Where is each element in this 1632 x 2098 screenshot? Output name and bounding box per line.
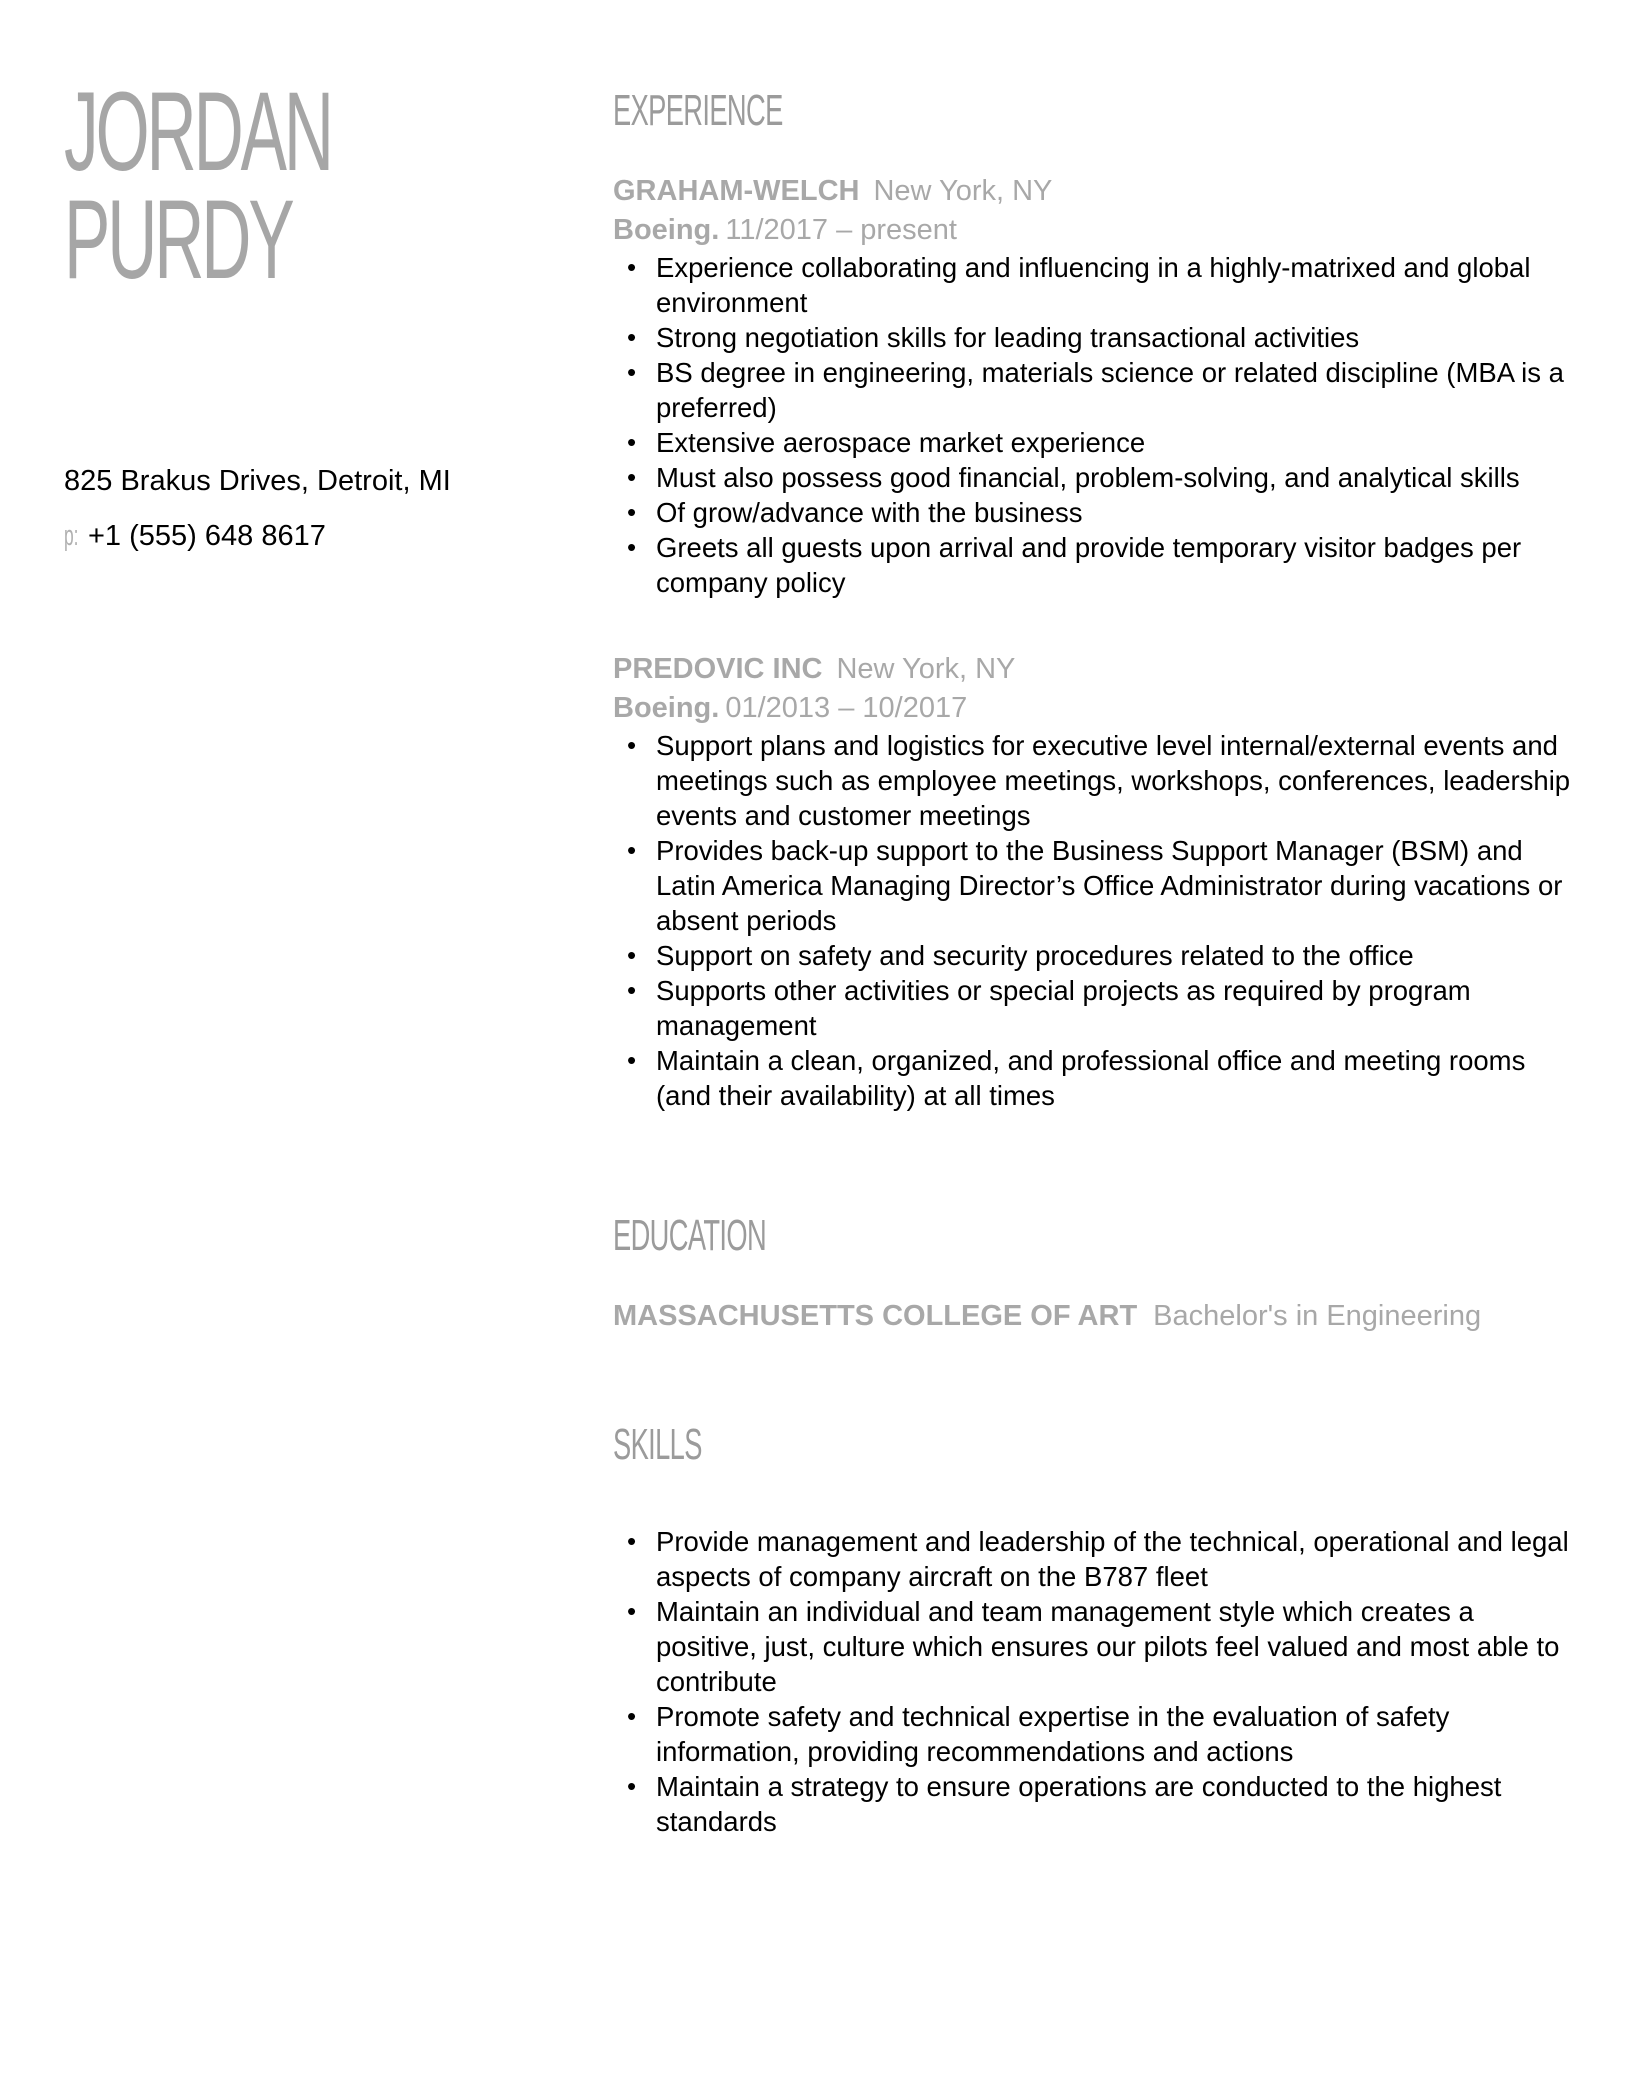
last-name: PURDY [64,177,292,302]
list-item: • Promote safety and technical expertise in the evaluation of safety information, providing recommendations and actions [653,1699,1573,1769]
job-header [613,650,1573,689]
job-location: New York, NY [836,653,1016,685]
phone-label: p: [64,520,79,552]
phone-line [64,519,451,554]
job-entry [613,172,1573,600]
education-entry [613,1297,1573,1336]
list-item: • Greets all guests upon arrival and provide temporary visitor badges per company policy [653,530,1573,600]
candidate-name [64,69,331,302]
skills-bullets [613,1524,1573,1839]
job-bullets [613,250,1573,600]
skills-heading: SKILLS [613,1420,702,1469]
list-item: • Maintain a clean, organized, and professional office and meeting rooms (and their availability) at all times [653,1043,1573,1113]
job-bullets [613,728,1573,1113]
degree: Bachelor's in Engineering [1153,1300,1482,1332]
job-subheader [613,211,1573,250]
list-item: • Supports other activities or special projects as required by program management [653,973,1573,1043]
list-item: • BS degree in engineering, materials science or related discipline (MBA is a preferred) [653,355,1573,425]
job-entry [613,650,1573,1113]
list-item: • Strong negotiation skills for leading transactional activities [653,320,1573,355]
job-location: New York, NY [873,175,1053,207]
list-item: • Maintain a strategy to ensure operations are conducted to the highest standards [653,1769,1573,1839]
main-column [613,86,1573,1839]
list-item: • Extensive aerospace market experience [653,425,1573,460]
skills-section [613,1420,1573,1839]
job-title: Boeing. [613,692,720,724]
education-heading: EDUCATION [613,1211,767,1260]
address: 825 Brakus Drives, Detroit, MI [64,465,451,497]
list-item: • Experience collaborating and influencing in a highly-matrixed and global environment [653,250,1573,320]
education-section [613,1211,1573,1336]
experience-section [613,86,1573,1113]
list-item: • Provide management and leadership of the technical, operational and legal aspects of company aircraft on the B787 fleet [653,1524,1573,1594]
company-name: GRAHAM-WELCH [613,175,860,207]
job-title: Boeing. [613,214,720,246]
list-item: • Of grow/advance with the business [653,495,1573,530]
list-item: • Must also possess good financial, problem-solving, and analytical skills [653,460,1573,495]
first-name: JORDAN [64,69,331,194]
list-item: • Maintain an individual and team management style which creates a positive, just, culture which ensures our pilots feel valued and most able to contribute [653,1594,1573,1699]
experience-heading: EXPERIENCE [613,86,783,135]
job-dates: 11/2017 – present [725,214,957,246]
list-item: • Support on safety and security procedures related to the office [653,938,1573,973]
list-item: • Provides back-up support to the Business Support Manager (BSM) and Latin America Managing Director’s Office Administrator during vacations or absent periods [653,833,1573,938]
job-subheader [613,689,1573,728]
company-name: PREDOVIC INC [613,653,823,685]
contact-block [64,464,451,554]
phone-number: +1 (555) 648 8617 [88,520,326,552]
job-header [613,172,1573,211]
job-dates: 01/2013 – 10/2017 [725,692,968,724]
school-name: MASSACHUSETTS COLLEGE OF ART [613,1300,1138,1332]
list-item: • Support plans and logistics for executive level internal/external events and meetings such as employee meetings, workshops, conferences, leadership events and customer meetings [653,728,1573,833]
